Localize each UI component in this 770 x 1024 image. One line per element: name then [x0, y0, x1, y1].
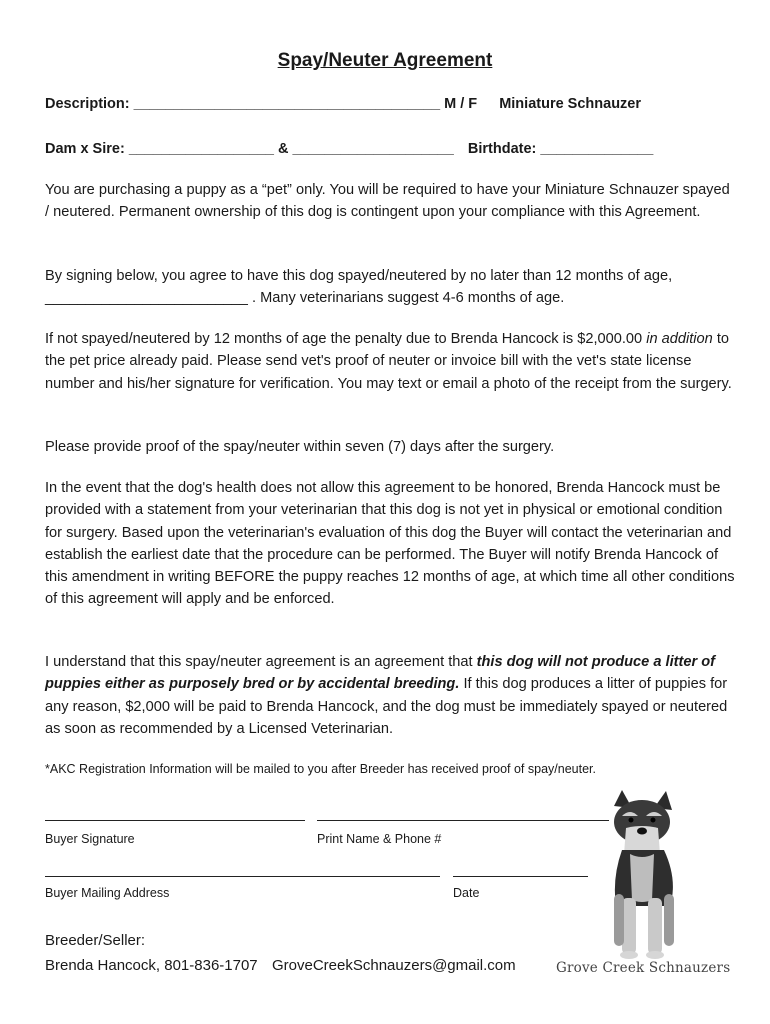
penalty-italic: in addition	[646, 331, 713, 347]
buyer-signature-label: Buyer Signature	[45, 832, 135, 846]
dog-chest	[630, 854, 654, 902]
penalty-text-end: to the pet price already paid. Please send vet's proof of neuter or invoice bill with the vet's state license number and his/her signature for verification. You may text or email a photo of the receipt from the surgery.	[45, 331, 732, 392]
print-name-label: Print Name & Phone #	[317, 832, 442, 846]
penalty-text: If not spayed/neutered by 12 months of age the penalty due to Brenda Hancock is $2,000.00	[45, 331, 643, 347]
dam-field[interactable]: __________________	[128, 141, 274, 157]
breeder-contact	[45, 957, 516, 974]
description-field[interactable]: ______________________________________	[133, 96, 441, 112]
buyer-signature-line[interactable]	[45, 820, 305, 821]
description-label: Description:	[45, 96, 130, 112]
age-field[interactable]: _________________________	[45, 290, 248, 307]
paragraph-proof: Please provide proof of the spay/neuter within seven (7) days after the surgery.	[45, 439, 555, 455]
dam-sire-label: Dam x Sire:	[45, 141, 125, 157]
paragraph-health-exception: In the event that the dog's health does not allow this agreement to be honored, Brenda Hancock must be provided with a statement from your veterinarian that this dog is not yet in physical or emotional condition for surgery. Based upon the veterinarian's evaluation of this dog the Buyer will contact the veterinarian and establish the earliest date that the procedure can be performed. The Buyer will notify Brenda Hancock of this amendment in writing BEFORE the puppy reaches 12 months of age, at which time all other conditions of this agreement will apply and be enforced.	[45, 480, 735, 608]
dog-nose	[637, 828, 647, 835]
paragraph-pet-only: You are purchasing a puppy as a “pet” only. You will be required to have your Miniature Schnauzer spayed / neutered. Permanent ownership of this dog is contingent upon your compliance with this Agreement.	[45, 182, 730, 221]
no-breeding-text-end: If this dog produces a litter of puppies for any reason, $2,000 will be paid to Brenda Hancock, and the dog must be immediately spayed or neutered as soon as recommended by a Licensed Veterinarian.	[45, 676, 728, 737]
print-name-line[interactable]	[317, 820, 609, 821]
no-breeding-text: I understand that this spay/neuter agreement is an agreement that	[45, 654, 473, 670]
schnauzer-dog-image	[592, 788, 700, 964]
dog-leg-back-left	[614, 894, 624, 946]
akc-note: *AKC Registration Information will be mailed to you after Breeder has received proof of spay/neuter.	[45, 762, 596, 776]
breed-text: Miniature Schnauzer	[499, 96, 642, 112]
dog-eye-right	[651, 818, 656, 823]
dam-sire-row	[45, 141, 653, 157]
breeder-label: Breeder/Seller:	[45, 932, 146, 949]
dog-leg-back-right	[664, 894, 674, 946]
description-row	[45, 96, 641, 112]
deadline-text: By signing below, you agree to have this dog spayed/neutered by no later than 12 months of age,	[45, 268, 673, 284]
deadline-text-end: . Many veterinarians suggest 4-6 months of age.	[251, 290, 565, 307]
page-title: Spay/Neuter Agreement	[277, 50, 493, 71]
breeder-name-phone: Brenda Hancock, 801-836-1707	[45, 957, 258, 974]
birthdate-label: Birthdate:	[467, 141, 537, 157]
paragraph-no-breeding	[45, 651, 735, 740]
ampersand: &	[278, 141, 289, 157]
dog-paw-right	[646, 951, 664, 959]
breeder-email: GroveCreekSchnauzers@gmail.com	[272, 957, 516, 974]
paragraph-penalty	[45, 328, 735, 395]
paragraph-deadline	[45, 265, 735, 310]
no-breeding-bold: this dog will not produce a litter of puppies either as purposely bred or by accidental breeding.	[45, 654, 715, 693]
mailing-address-label: Buyer Mailing Address	[45, 886, 170, 900]
sire-field[interactable]: ____________________	[292, 141, 454, 157]
dog-paw-left	[620, 951, 638, 959]
dog-leg-front-left	[622, 898, 636, 954]
sex-field[interactable]: M / F	[444, 96, 478, 112]
brand-logo-text: Grove Creek Schnauzers	[556, 960, 731, 976]
birthdate-field[interactable]: ______________	[540, 141, 654, 157]
date-line[interactable]	[453, 876, 588, 877]
dog-eye-left	[629, 818, 634, 823]
dog-leg-front-right	[648, 898, 662, 954]
date-label: Date	[453, 886, 480, 900]
mailing-address-line[interactable]	[45, 876, 440, 877]
